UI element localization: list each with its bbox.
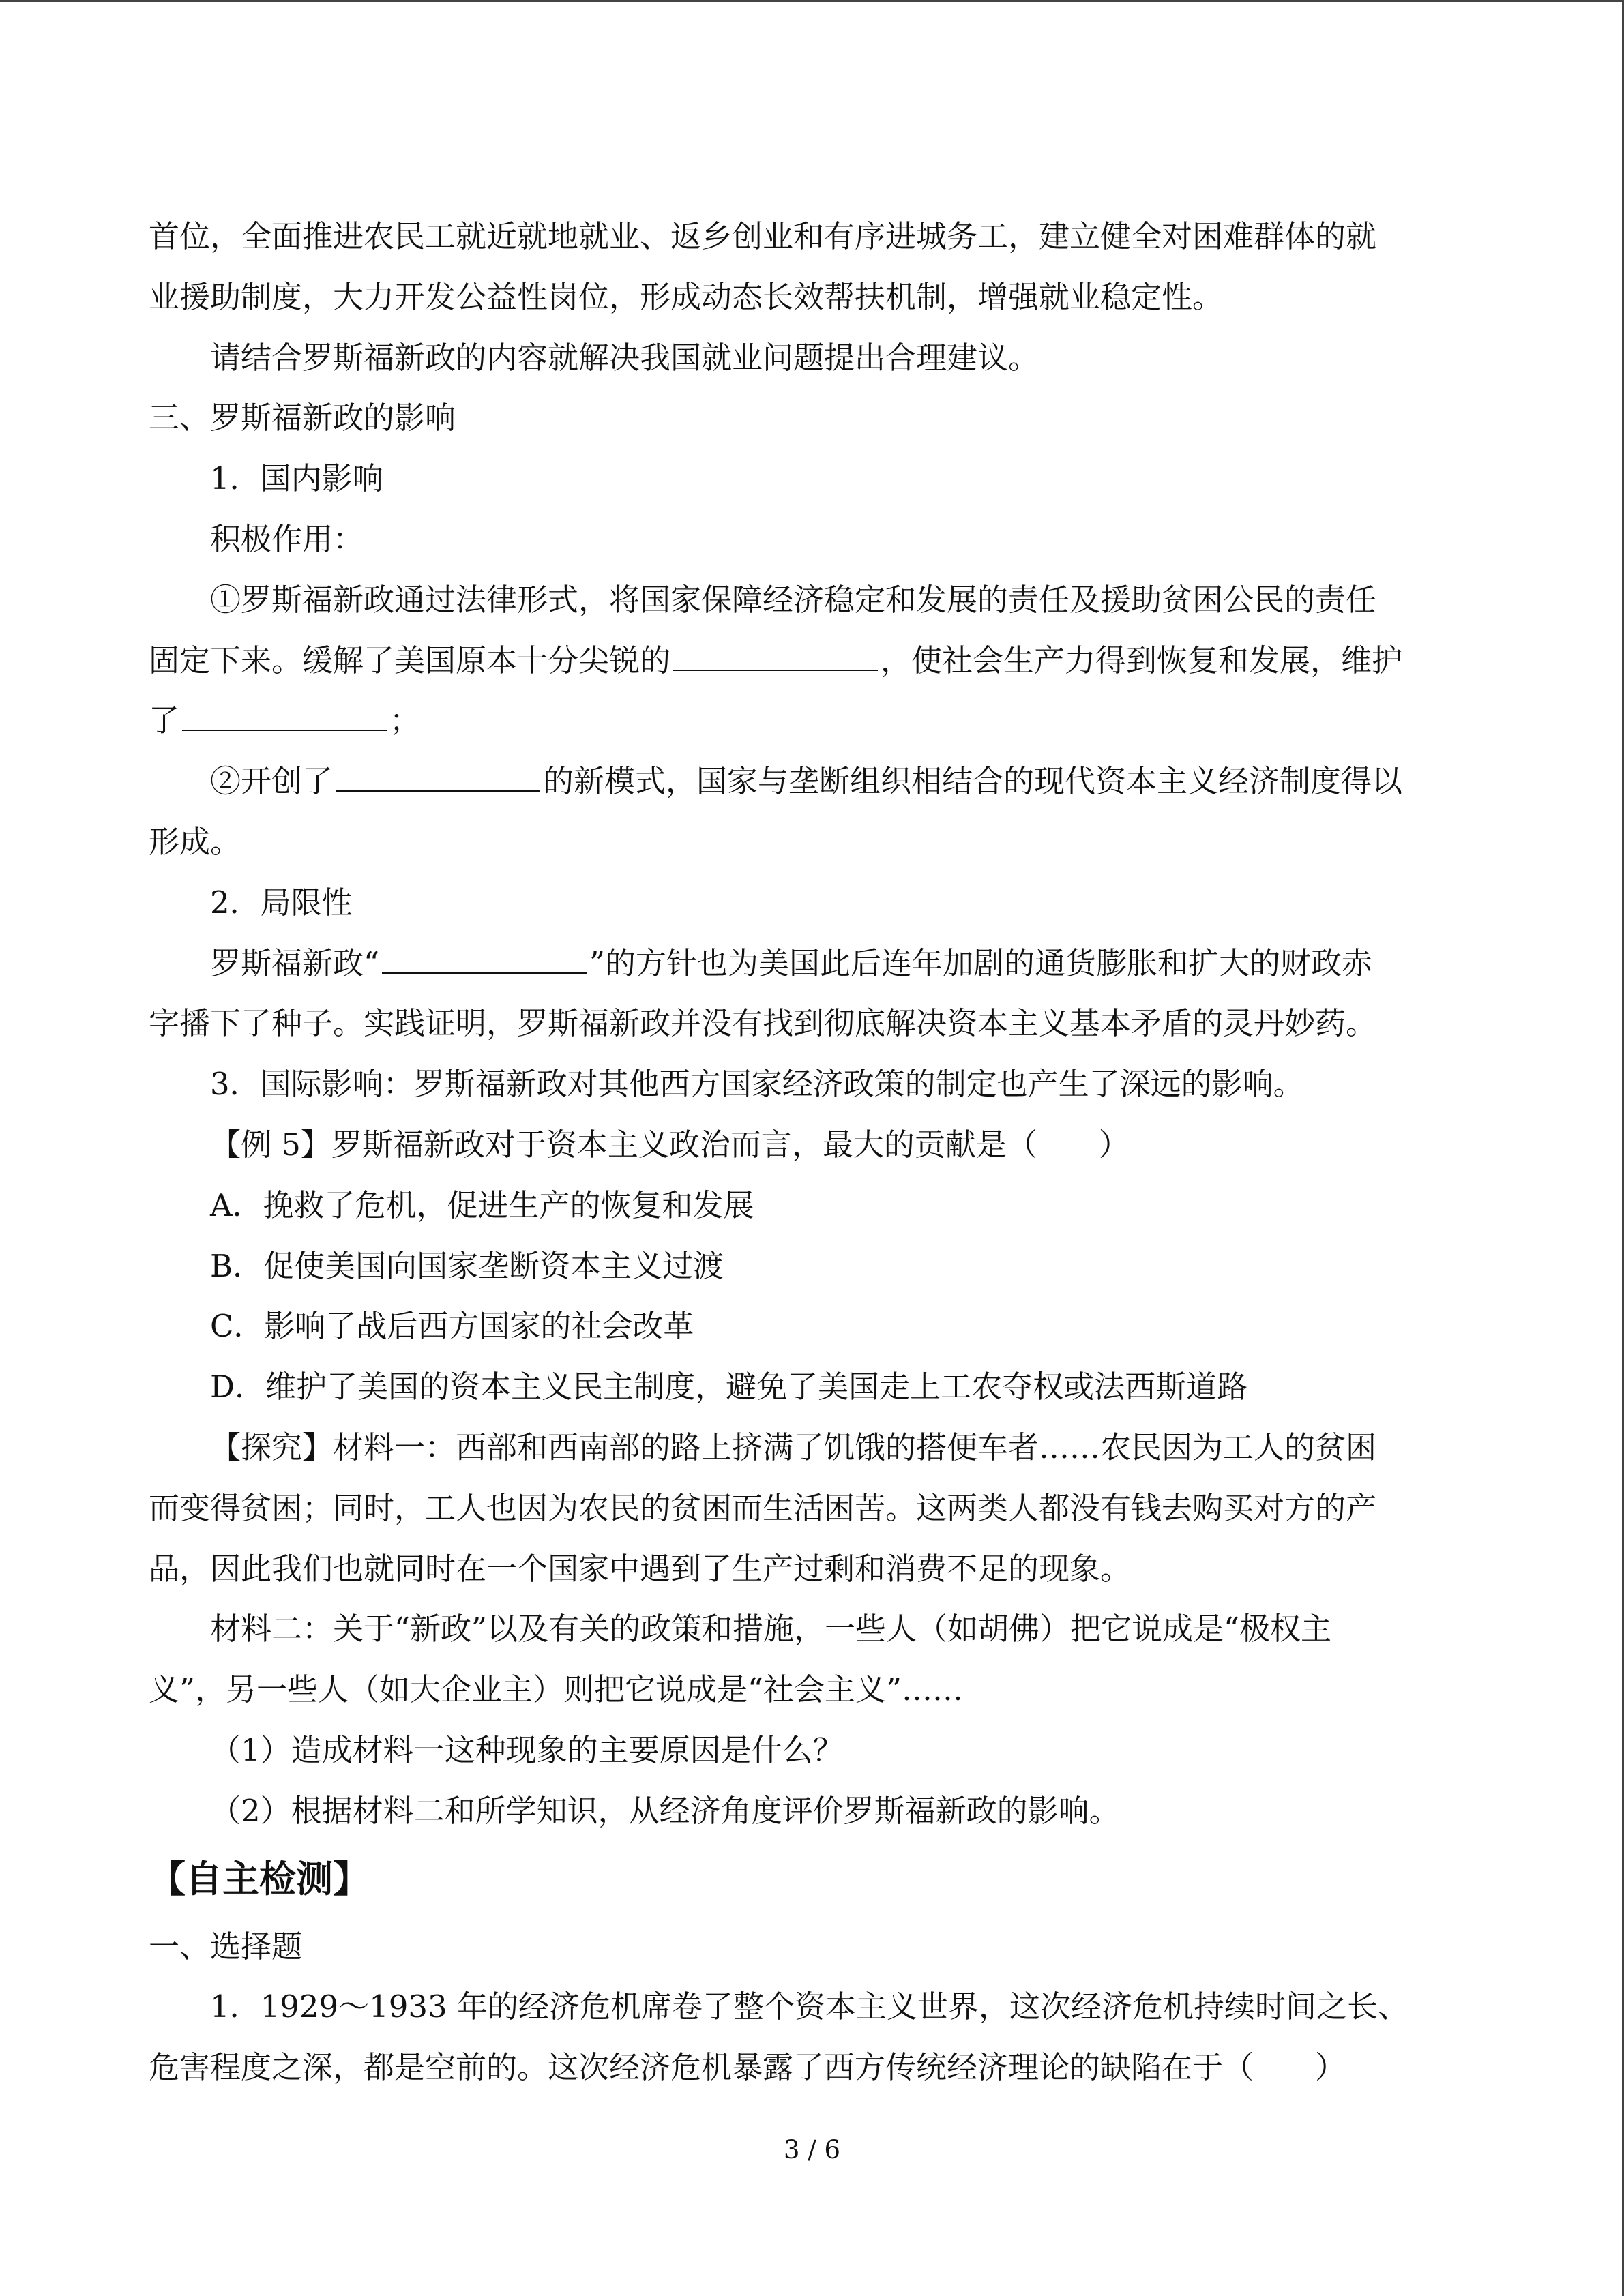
subheading-limitations: 2．局限性 <box>210 884 353 921</box>
paragraph-line: 危害程度之深，都是空前的。这次经济危机暴露了西方传统经济理论的缺陷在于（ ） <box>149 2049 1346 2086</box>
text-segment: 的新模式，国家与垄断组织相结合的现代资本主义经济制度得以 <box>543 763 1403 800</box>
text-segment: 固定下来。缓解了美国原本十分尖锐的 <box>149 642 671 679</box>
paragraph-line: ①罗斯福新政通过法律形式，将国家保障经济稳定和发展的责任及援助贫困公民的责任 <box>210 581 1377 618</box>
paragraph-line-with-blank <box>149 691 1475 751</box>
text-segment: ”的方针也为美国此后连年加剧的通货膨胀和扩大的财政赤 <box>589 944 1373 981</box>
question-1: （1）造成材料一这种现象的主要原因是什么？ <box>210 1731 844 1768</box>
paragraph-line: 首位，全面推进农民工就近就地就业、返乡创业和有序进城务工，建立健全对困难群体的就 <box>149 218 1377 254</box>
option-a[interactable]: A．挽救了危机，促进生产的恢复和发展 <box>210 1187 754 1223</box>
paragraph-line: 1．1929～1933 年的经济危机席卷了整个资本主义世界，这次经济危机持续时间之长、 <box>210 1988 1408 2025</box>
paragraph-line: 字播下了种子。实践证明，罗斯福新政并没有找到彻底解决资本主义基本矛盾的灵丹妙药。 <box>149 1005 1377 1042</box>
paragraph-line: 业援助制度，大力开发公益性岗位，形成动态长效帮扶机制，增强就业稳定性。 <box>149 278 1224 315</box>
section-title: 【自主检测】 <box>149 1857 370 1900</box>
option-c[interactable]: C．影响了战后西方国家的社会改革 <box>210 1308 694 1345</box>
subheading-international-impact: 3．国际影响：罗斯福新政对其他西方国家经济政策的制定也产生了深远的影响。 <box>210 1066 1304 1103</box>
paragraph-line: 而变得贫困；同时，工人也因为农民的贫困而生活困苦。这两类人都没有钱去购买对方的产 <box>149 1489 1377 1526</box>
text-segment: ②开创了 <box>210 763 334 800</box>
subheading-domestic-impact: 1．国内影响 <box>210 460 383 497</box>
section-heading-three: 三、罗斯福新政的影响 <box>149 400 456 436</box>
paragraph-line-with-blank <box>149 631 1475 691</box>
paragraph-line: 品，因此我们也就同时在一个国家中遇到了生产过剩和消费不足的现象。 <box>149 1550 1132 1587</box>
fill-in-blank[interactable] <box>182 704 387 731</box>
example-question: 【例 5】罗斯福新政对于资本主义政治而言，最大的贡献是（ ） <box>210 1126 1130 1163</box>
option-b[interactable]: B．促使美国向国家垄断资本主义过渡 <box>210 1247 724 1284</box>
paragraph-line: 【探究】材料一：西部和西南部的路上挤满了饥饿的搭便车者……农民因为工人的贫困 <box>210 1429 1377 1465</box>
paragraph-line: 形成。 <box>149 823 241 860</box>
paragraph-line: 义”，另一些人（如大企业主）则把它说成是“社会主义”…… <box>149 1671 964 1708</box>
page-content <box>149 207 1475 2098</box>
subheading-positive-effects: 积极作用： <box>210 520 364 557</box>
text-segment: 了 <box>149 702 180 739</box>
text-segment: ，使社会生产力得到恢复和发展，维护 <box>881 642 1403 679</box>
option-d[interactable]: D．维护了美国的资本主义民主制度，避免了美国走上工农夺权或法西斯道路 <box>210 1369 1248 1405</box>
paragraph-line: 材料二：关于“新政”以及有关的政策和措施，一些人（如胡佛）把它说成是“极权主 <box>210 1611 1332 1648</box>
text-segment: ； <box>389 702 421 739</box>
page-number: 3 / 6 <box>783 2135 841 2164</box>
fill-in-blank[interactable] <box>382 946 587 974</box>
mc-section-title: 一、选择题 <box>149 1928 303 1965</box>
fill-in-blank[interactable] <box>673 644 878 671</box>
paragraph-line-with-blank <box>149 934 1475 994</box>
question-prompt: 请结合罗斯福新政的内容就解决我国就业问题提出合理建议。 <box>210 339 1039 376</box>
fill-in-blank[interactable] <box>336 764 540 792</box>
question-2: （2）根据材料二和所学知识，从经济角度评价罗斯福新政的影响。 <box>210 1792 1120 1829</box>
paragraph-line-with-blank <box>149 751 1475 812</box>
text-segment: 罗斯福新政“ <box>210 944 380 981</box>
